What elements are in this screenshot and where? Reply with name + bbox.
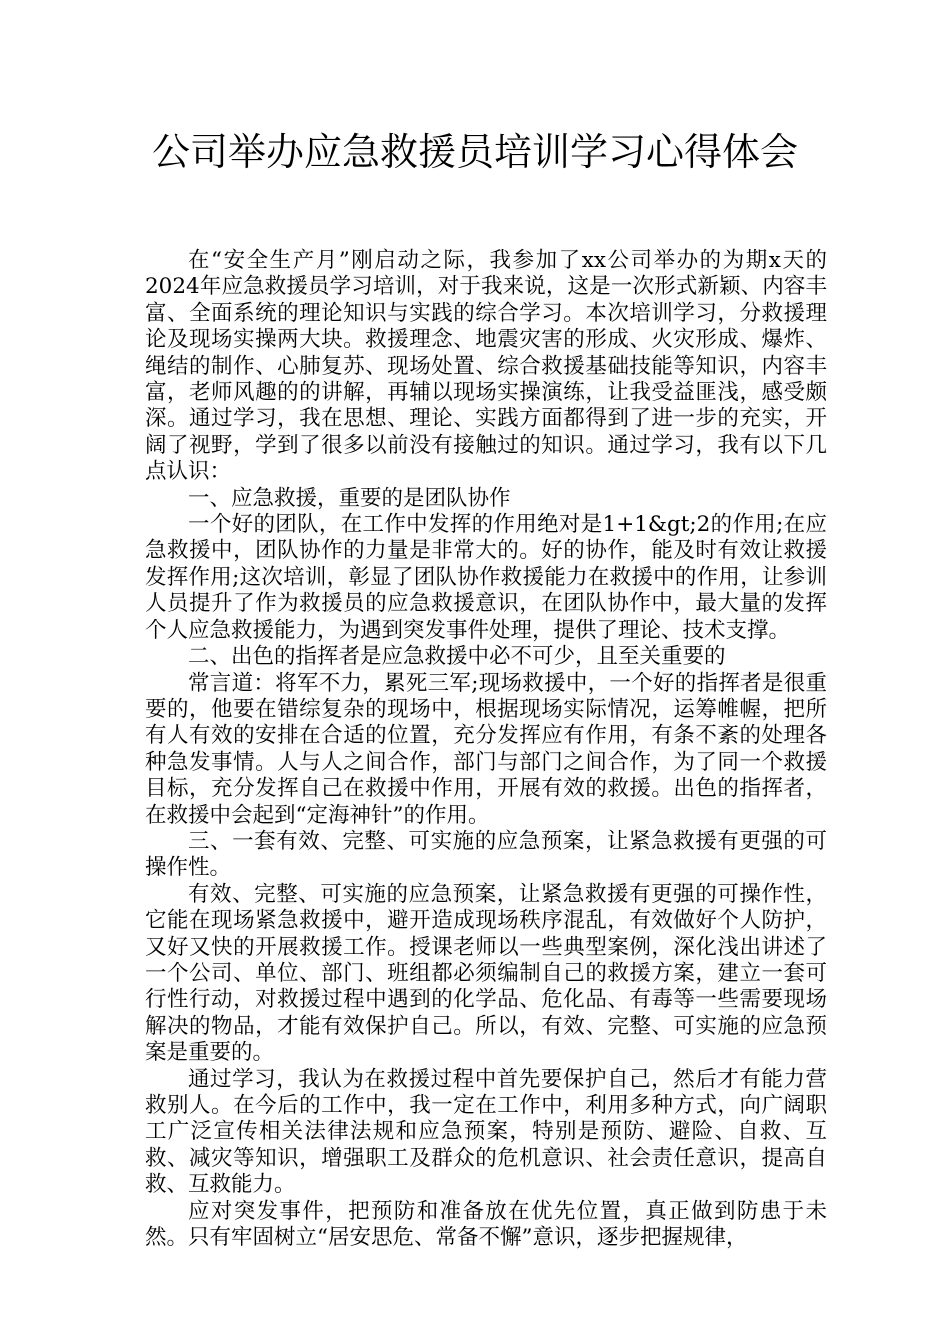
document-title: 公司举办应急救援员培训学习心得体会 xyxy=(151,130,798,174)
paragraph-commander: 常言道：将军不力，累死三军;现场救援中，一个好的指挥者是很重要的，他要在错综复杂的现场中，根据现场实际情况，运筹帷幄，把所有人有效的安排在合适的位置，充分发挥应有作用，有条不紊的处理各种急发事情。人与人之间合作，部门与部门之间合作，为了同一个救援目标，充分发挥自己在救援中作用，开展有效的救援。出色的指挥者，在救援中会起到“定海神针”的作用。 xyxy=(145,670,827,828)
heading-point-2: 二、出色的指挥者是应急救援中必不可少，且至关重要的 xyxy=(188,644,726,670)
paragraph-intro: 在“安全生产月”刚启动之际，我参加了xx公司举办的为期x天的2024年应急救援员学习培训，对于我来说，这是一次形式新颖、内容丰富、全面系统的理论知识与实践的综合学习。本次培训学习，分救援理论及现场实操两大块。救援理念、地震灾害的形成、火灾形成、爆炸、绳结的制作、心肺复苏、现场处置、综合救援基础技能等知识，内容丰富，老师风趣的的讲解，再辅以现场实操演练，让我受益匪浅，感受颇深。通过学习，我在思想、理论、实践方面都得到了进一步的充实，开阔了视野，学到了很多以前没有接触过的知识。通过学习，我有以下几点认识： xyxy=(145,248,827,485)
paragraph-emergency-plan: 有效、完整、可实施的应急预案，让紧急救援有更强的可操作性，它能在现场紧急救援中，避开造成现场秩序混乱，有效做好个人防护，又好又快的开展救援工作。授课老师以一些典型案例，深化浅出讲述了一个公司、单位、部门、班组都必须编制自己的救援方案，建立一套可行性行动，对救援过程中遇到的化学品、危化品、有毒等一些需要现场解决的物品，才能有效保护自己。所以，有效、完整、可实施的应急预案是重要的。 xyxy=(145,881,827,1066)
paragraph-teamwork: 一个好的团队，在工作中发挥的作用绝对是1+1&gt;2的作用;在应急救援中，团队协作的力量是非常大的。好的协作，能及时有效让救援发挥作用;这次培训，彰显了团队协作救援能力在救援中的作用，让参训人员提升了作为救援员的应急救援意识，在团队协作中，最大量的发挥个人应急救援能力，为遇到突发事件处理，提供了理论、技术支撑。 xyxy=(145,512,827,643)
paragraph-self-protection: 通过学习，我认为在救援过程中首先要保护自己，然后才有能力营救别人。在今后的工作中，我一定在工作中，利用多种方式，向广阔职工广泛宣传相关法律法规和应急预案，特别是预防、避险、自救、互救、减灾等知识，增强职工及群众的危机意识、社会责任意识，提高自救、互救能力。 xyxy=(145,1066,827,1198)
paragraph-prevention: 应对突发事件，把预防和准备放在优先位置，真正做到防患于未然。只有牢固树立“居安思危、常备不懈”意识，逐步把握规律， xyxy=(145,1198,827,1251)
heading-point-1: 一、应急救援，重要的是团队协作 xyxy=(188,485,511,511)
heading-point-3: 三、一套有效、完整、可实施的应急预案，让紧急救援有更强的可操作性。 xyxy=(145,828,827,881)
document-body xyxy=(145,248,827,1251)
